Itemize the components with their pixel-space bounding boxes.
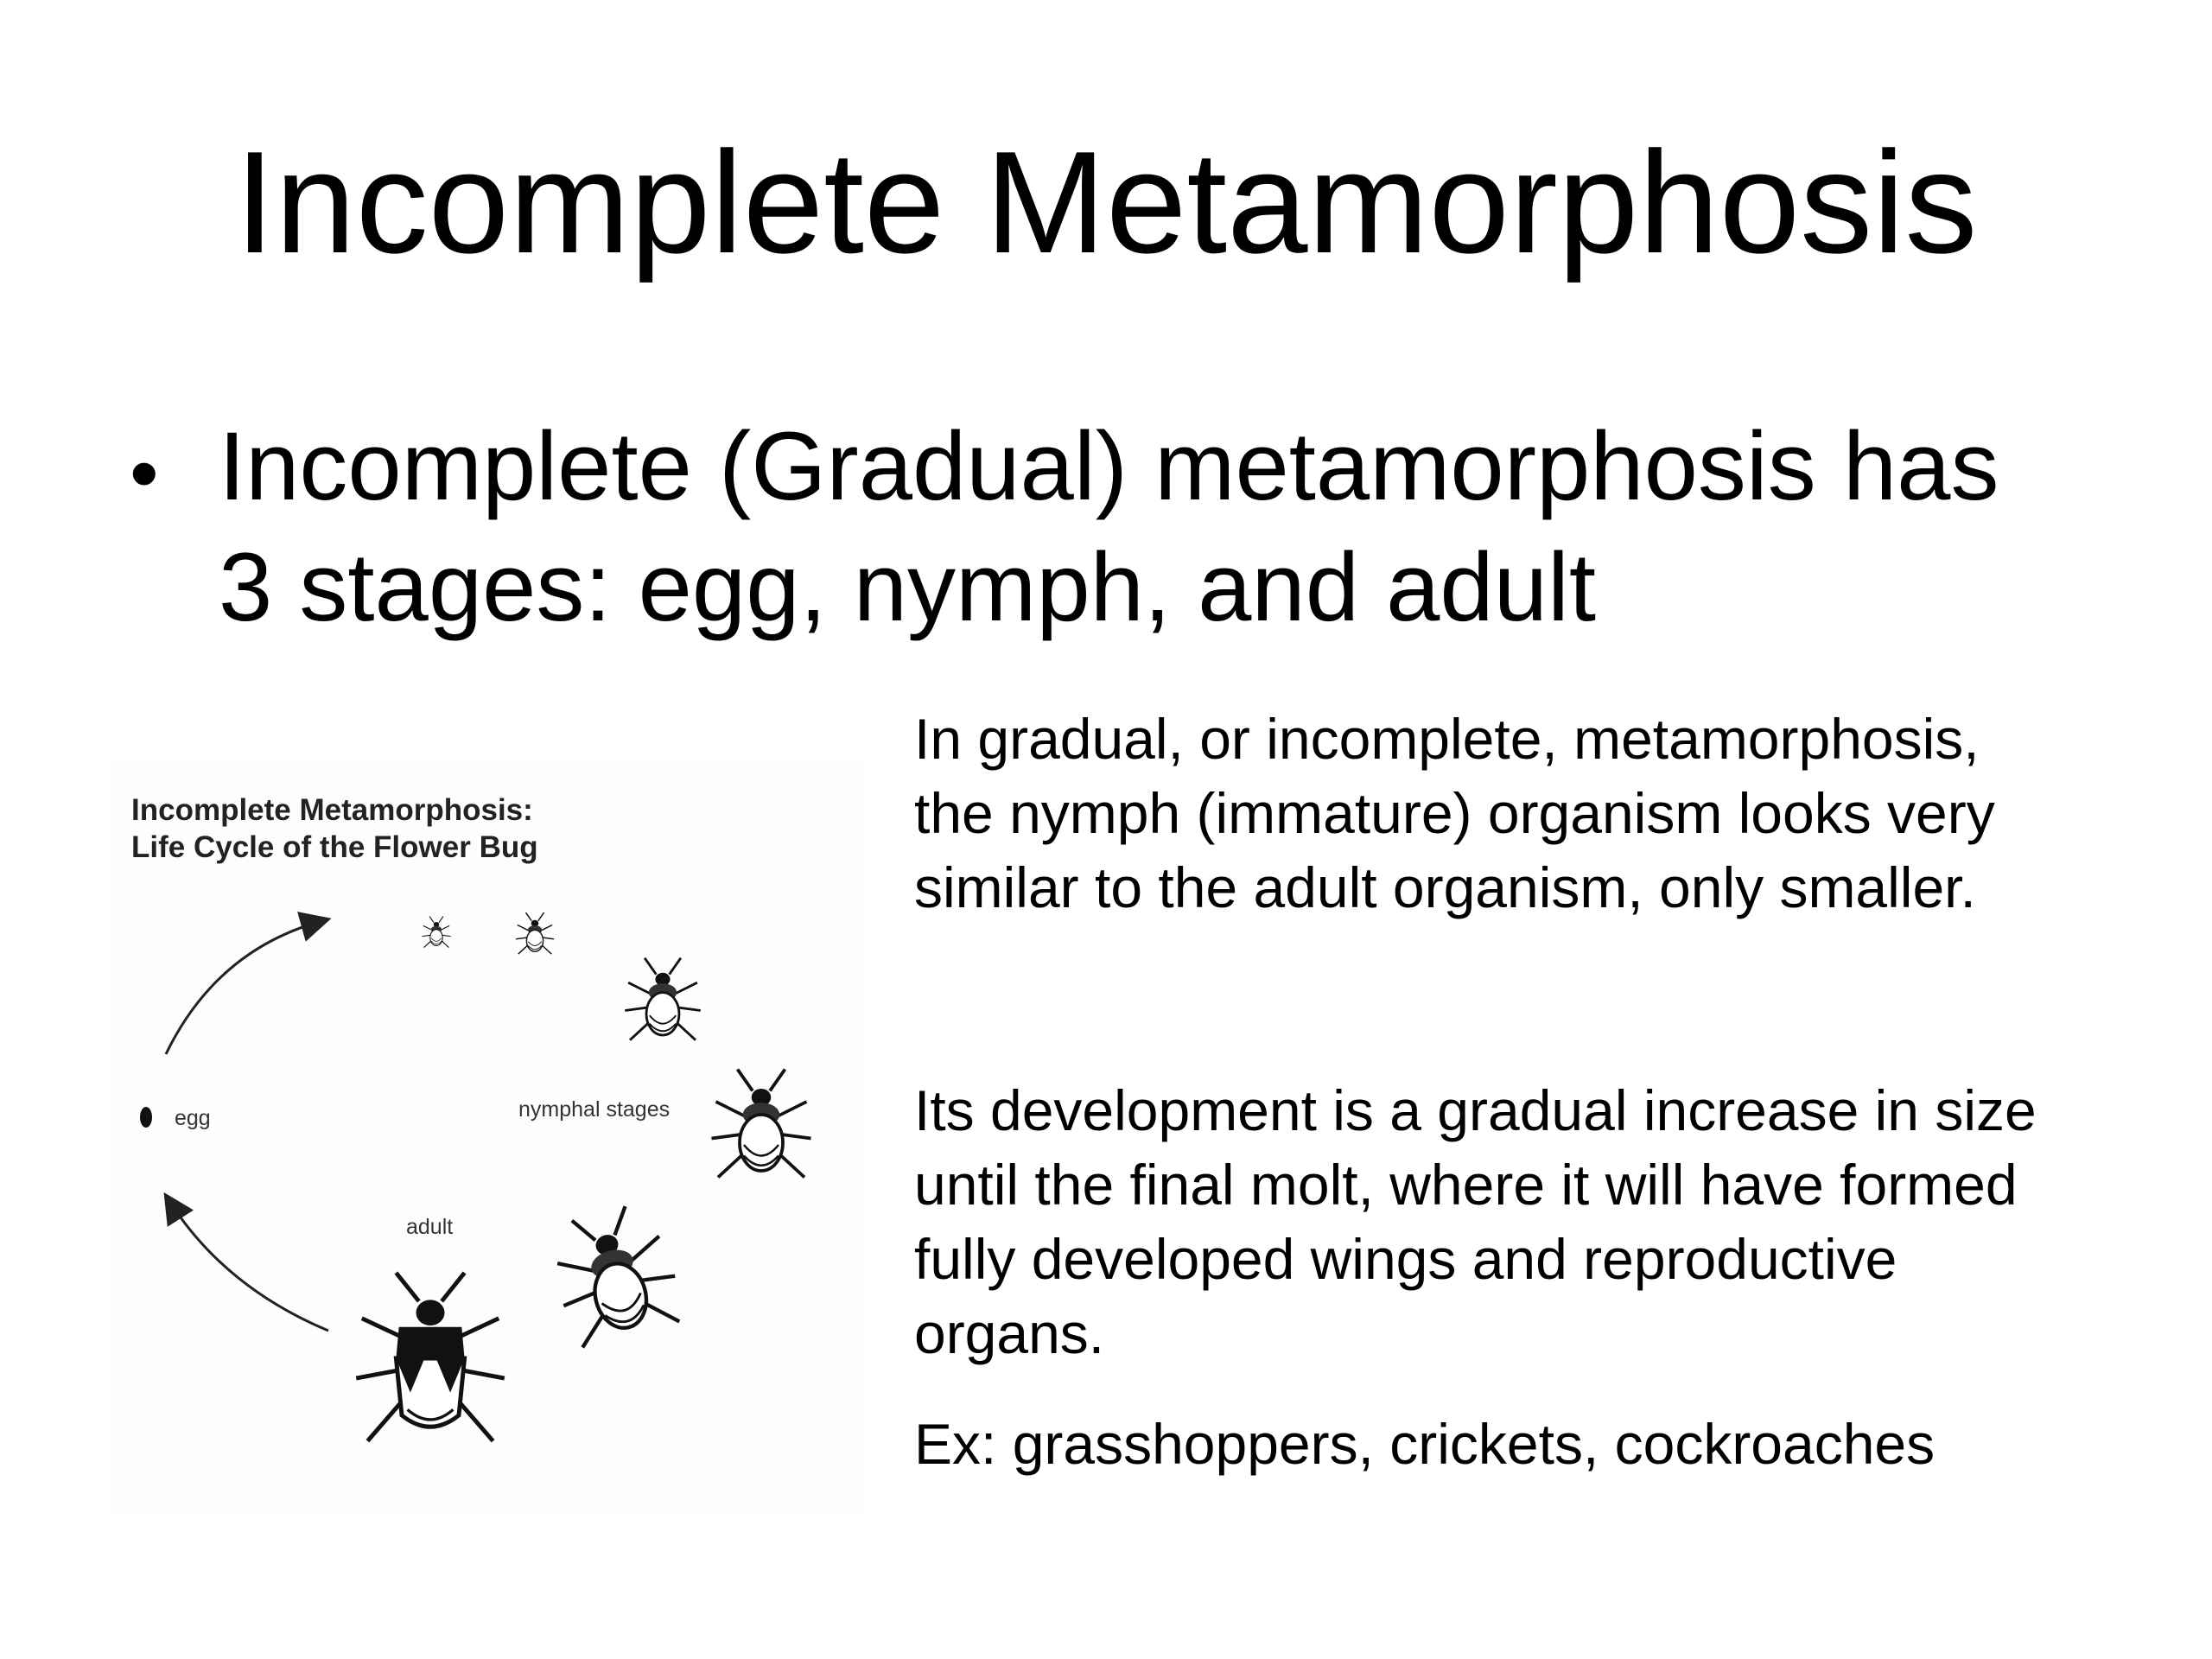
paragraph-line: Its development is a gradual increase in size	[914, 1078, 2037, 1142]
paragraph-line: fully developed wings and reproductive	[914, 1227, 1897, 1291]
nymph-stage-4-icon	[712, 1070, 811, 1178]
nymph-stage-5-icon	[543, 1198, 686, 1350]
life-cycle-figure	[112, 760, 864, 1512]
slide-title: Incomplete Metamorphosis	[234, 121, 1978, 283]
adult-bug-icon	[356, 1273, 505, 1441]
bullet-dot-icon: •	[130, 427, 159, 519]
adult-label: adult	[406, 1215, 454, 1239]
paragraph-line: until the final molt, where it will have formed	[914, 1153, 2018, 1217]
life-cycle-illustration	[112, 760, 864, 1512]
description-paragraph-1	[914, 702, 1995, 925]
figure-title-line: Incomplete Metamorphosis:	[131, 793, 533, 827]
examples-paragraph	[914, 1407, 1935, 1481]
paragraph-line: In gradual, or incomplete, metamorphosis,	[914, 707, 1980, 771]
bullet-line: 3 stages: egg, nymph, and adult	[219, 533, 1596, 641]
nymphal-stages-label: nymphal stages	[518, 1097, 671, 1122]
figure-title-line: Life Cycle of the Flower Bug	[131, 830, 538, 864]
paragraph-line: similar to the adult organism, only smaller.	[914, 855, 1976, 919]
description-paragraph-2	[914, 1073, 2037, 1370]
egg-label: egg	[175, 1106, 211, 1130]
bullet-text	[219, 406, 2120, 648]
egg-icon	[140, 1107, 152, 1128]
paragraph-line: the nymph (immature) organism looks very	[914, 781, 1995, 845]
nymph-stage-3-icon	[625, 958, 700, 1040]
nymph-stage-2-icon	[516, 912, 554, 954]
bullet-line: Incomplete (Gradual) metamorphosis has	[219, 412, 1999, 520]
paragraph-line: Ex: grasshoppers, crickets, cockroaches	[914, 1412, 1936, 1476]
cycle-arrow-lower	[169, 1201, 328, 1331]
cycle-arrow-upper	[166, 921, 321, 1054]
paragraph-line: organs.	[914, 1301, 1105, 1365]
nymph-stage-1-icon	[422, 917, 450, 948]
